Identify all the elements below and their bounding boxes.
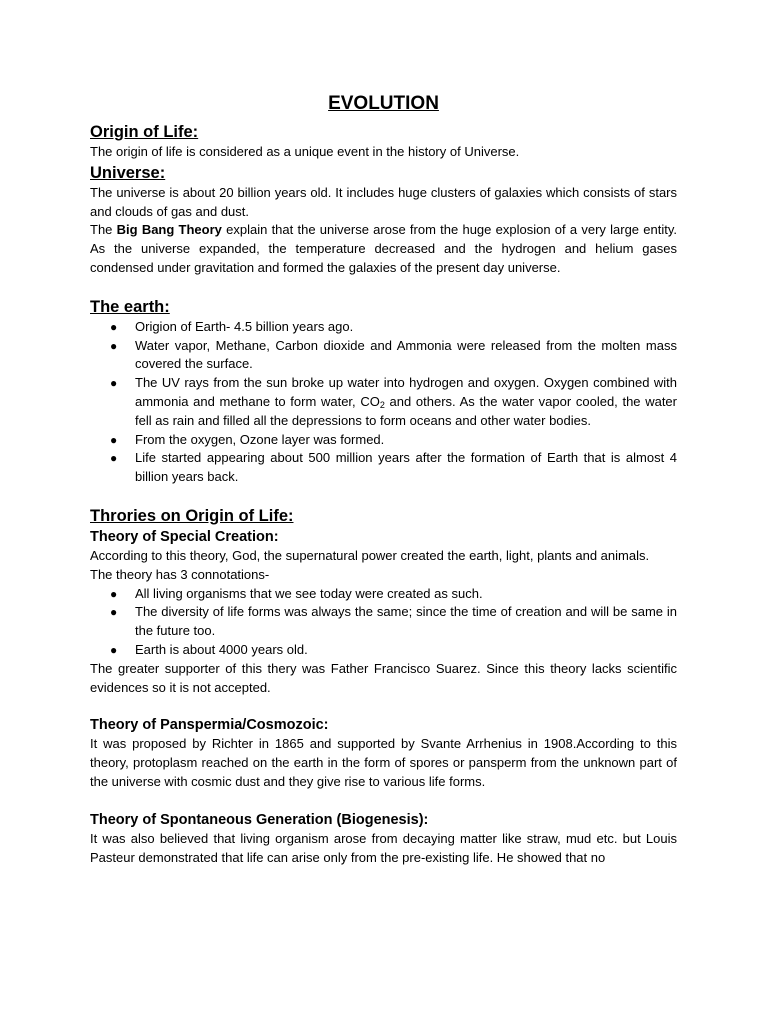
spacer: [90, 697, 677, 715]
bullet-icon: ●: [110, 376, 118, 391]
spacer: [90, 278, 677, 296]
document-body: [90, 92, 677, 867]
bullet-icon: ●: [110, 432, 118, 447]
universe-paragraph-2: [90, 221, 677, 277]
list-item-text: The diversity of life forms was always the same; since the time of creation and will be same in the future too.: [135, 604, 677, 639]
bullet-icon: ●: [110, 642, 118, 657]
origin-paragraph: The origin of life is considered as a unique event in the history of Universe.: [90, 144, 520, 159]
earth-list: [90, 318, 677, 487]
bullet-icon: ●: [110, 586, 118, 601]
spacer: [90, 487, 677, 505]
spacer: [90, 792, 677, 810]
list-item: [90, 603, 677, 641]
special-creation-paragraph-2: The theory has 3 connotations-: [90, 566, 270, 582]
page-title: EVOLUTION: [328, 93, 439, 114]
heading-universe: Universe:: [90, 163, 166, 182]
special-creation-paragraph-1: According to this theory, God, the supernatural power created the earth, light, plants and animals.: [90, 547, 650, 563]
text-span: The: [90, 222, 117, 238]
universe-paragraph-1: The universe is about 20 billion years old. It includes huge clusters of galaxies which consists of stars and clouds of gas and dust.: [90, 184, 677, 219]
list-item-text: Water vapor, Methane, Carbon dioxide and Ammonia were released from the molten mass covered the surface.: [135, 337, 677, 372]
list-item: [90, 337, 677, 375]
bullet-icon: ●: [110, 451, 118, 466]
list-item: [90, 318, 677, 337]
list-item-text: All living organisms that we see today were created as such.: [135, 585, 483, 601]
bullet-icon: ●: [110, 338, 118, 353]
text-span: explain that the universe arose from the huge explosion of a very large entity. As the universe expanded, the temperature decreased and the hydrogen and helium gases condensed under gravitation and formed the galaxies of the present day universe.: [90, 222, 677, 275]
heading-origin-of-life: Origin of Life:: [90, 123, 199, 141]
heading-panspermia: Theory of Panspermia/Cosmozoic:: [90, 717, 329, 734]
list-item-text: and others. As the water vapor cooled, the water fell as rain and filled all the depressions to form oceans and other water bodies.: [135, 393, 677, 428]
list-item: [90, 585, 677, 604]
heading-theories: Throries on Origin of Life:: [90, 506, 294, 525]
list-item-text: From the oxygen, Ozone layer was formed.: [135, 431, 385, 447]
list-item: [90, 449, 677, 487]
special-creation-paragraph-3: The greater supporter of this thery was Father Francisco Suarez. Since this theory lacks scientific evidences so it is not accepted.: [90, 660, 677, 695]
list-item-text: The UV rays from the sun broke up water into hydrogen and oxygen. Oxygen combined with ammonia and methane to form water, CO: [135, 375, 677, 409]
list-item: [90, 374, 677, 430]
heading-the-earth: The earth:: [90, 297, 170, 316]
special-creation-list: [90, 585, 677, 660]
subscript-2: 2: [379, 399, 385, 410]
list-item-text: Origion of Earth- 4.5 billion years ago.: [135, 318, 354, 334]
list-item-text: Life started appearing about 500 million years after the formation of Earth that is almost 4 billion years back.: [135, 450, 677, 485]
heading-special-creation: Theory of Special Creation:: [90, 528, 279, 545]
bullet-icon: ●: [110, 605, 118, 620]
heading-spontaneous-generation: Theory of Spontaneous Generation (Biogenesis):: [90, 811, 429, 828]
bullet-icon: ●: [110, 319, 118, 334]
list-item-text: Earth is about 4000 years old.: [135, 641, 308, 657]
big-bang-term: Big Bang Theory: [116, 222, 222, 238]
list-item: [90, 641, 677, 660]
panspermia-paragraph: It was proposed by Richter in 1865 and supported by Svante Arrhenius in 1908.According to this theory, protoplasm reached on the earth in the form of spores or pansperm from the unknown part of the universe with cosmic dust and they give rise to various life forms.: [90, 736, 677, 789]
spontaneous-generation-paragraph: It was also believed that living organism arose from decaying matter like straw, mud etc. but Louis Pasteur demonstrated that life can arise only from the pre-existing life. He showed that no: [90, 830, 677, 865]
list-item: [90, 431, 677, 450]
